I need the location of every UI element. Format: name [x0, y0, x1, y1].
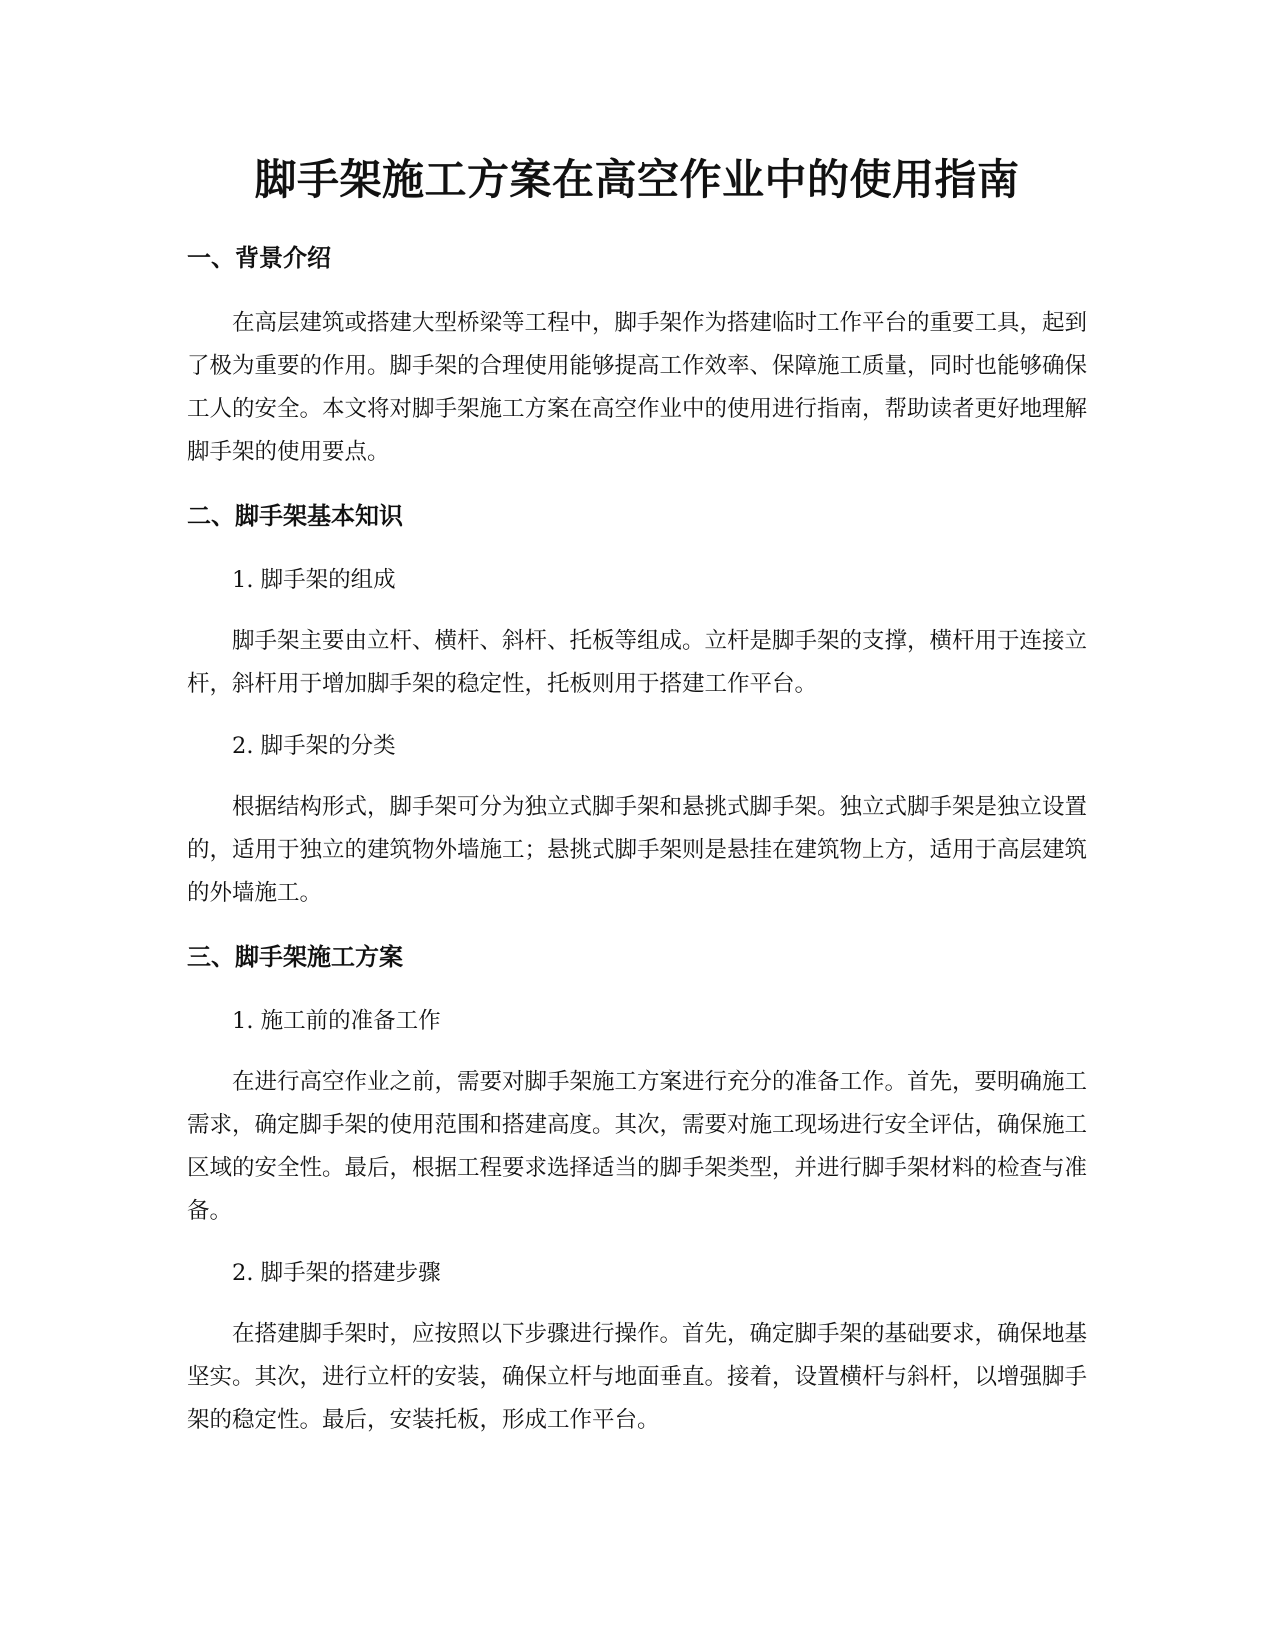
document-title: 脚手架施工方案在高空作业中的使用指南	[254, 155, 1020, 204]
subsection-title: 2. 脚手架的搭建步骤	[232, 1260, 441, 1286]
subsection-title: 1. 施工前的准备工作	[232, 1008, 441, 1034]
paragraph: 在进行高空作业之前，需要对脚手架施工方案进行充分的准备工作。首先，要明确施工需求，确定脚手架的使用范围和搭建高度。其次，需要对施工现场进行安全评估，确保施工区域的安全性。最后，根据工程要求选择适当的脚手架类型，并进行脚手架材料的检查与准备。	[187, 1069, 1088, 1224]
subsection-title: 2. 脚手架的分类	[232, 733, 396, 759]
section-heading: 三、脚手架施工方案	[187, 943, 403, 971]
section-heading: 二、脚手架基本知识	[187, 502, 403, 530]
paragraph: 在高层建筑或搭建大型桥梁等工程中，脚手架作为搭建临时工作平台的重要工具，起到了极为重要的作用。脚手架的合理使用能够提高工作效率、保障施工质量，同时也能够确保工人的安全。本文将对脚手架施工方案在高空作业中的使用进行指南，帮助读者更好地理解脚手架的使用要点。	[187, 310, 1088, 465]
paragraph: 在搭建脚手架时，应按照以下步骤进行操作。首先，确定脚手架的基础要求，确保地基坚实。其次，进行立杆的安装，确保立杆与地面垂直。接着，设置横杆与斜杆，以增强脚手架的稳定性。最后，安装托板，形成工作平台。	[187, 1321, 1088, 1433]
document-page	[187, 150, 1087, 1464]
section-heading: 一、背景介绍	[187, 244, 331, 272]
paragraph: 根据结构形式，脚手架可分为独立式脚手架和悬挑式脚手架。独立式脚手架是独立设置的，适用于独立的建筑物外墙施工；悬挑式脚手架则是悬挂在建筑物上方，适用于高层建筑的外墙施工。	[187, 794, 1088, 906]
paragraph: 脚手架主要由立杆、横杆、斜杆、托板等组成。立杆是脚手架的支撑，横杆用于连接立杆，斜杆用于增加脚手架的稳定性，托板则用于搭建工作平台。	[187, 628, 1088, 697]
subsection-title: 1. 脚手架的组成	[232, 567, 396, 593]
section-background	[187, 238, 1087, 474]
section-basic-knowledge	[187, 496, 1087, 915]
section-construction-plan	[187, 937, 1087, 1442]
